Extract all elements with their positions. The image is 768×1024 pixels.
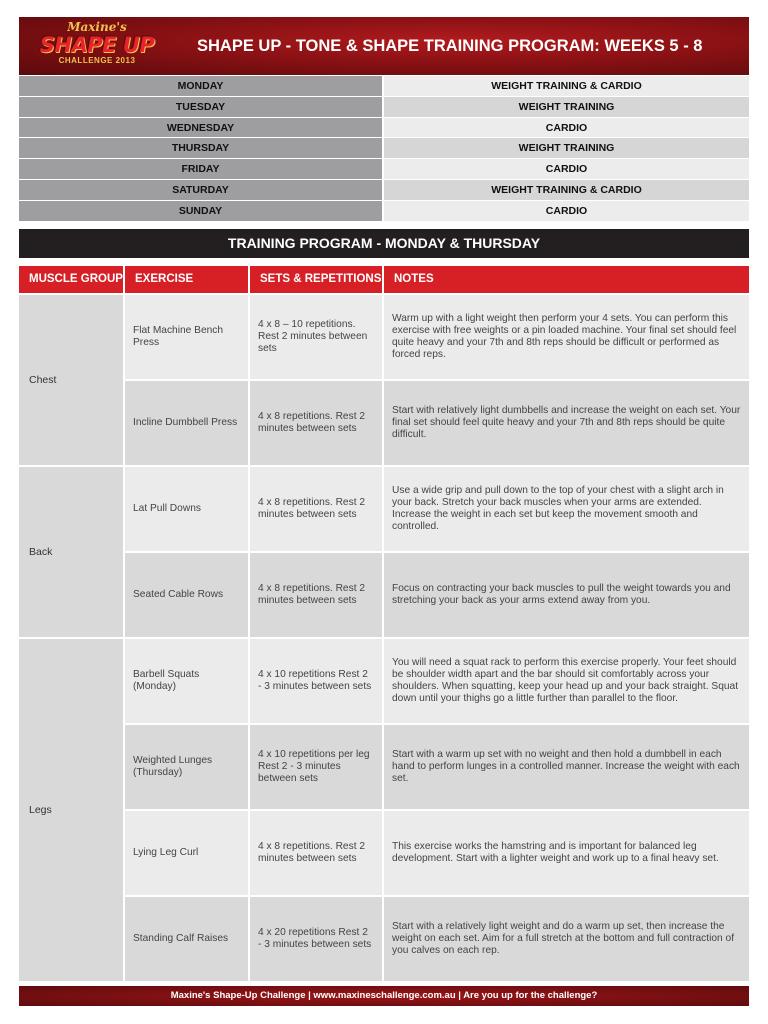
schedule-day: SATURDAY: [19, 180, 382, 201]
notes-cell: Warm up with a light weight then perform your 4 sets. You can perform this exercise with free weights or a pin loaded machine. Your final set should feel quite heavy and your 7th and 8th reps should be difficult or performed as forced reps.: [384, 295, 749, 379]
header-muscle-group: MUSCLE GROUP: [19, 266, 125, 293]
schedule-row: [19, 159, 749, 180]
schedule-row: [19, 76, 749, 97]
table-row: [125, 895, 749, 981]
table-row: [125, 465, 749, 551]
table-row: [125, 637, 749, 723]
exercise-cell: Incline Dumbbell Press: [125, 381, 250, 465]
table-row: [125, 293, 749, 379]
sets-cell: 4 x 10 repetitions Rest 2 - 3 minutes between sets: [250, 639, 384, 723]
table-row: [125, 723, 749, 809]
sets-cell: 4 x 8 – 10 repetitions. Rest 2 minutes between sets: [250, 295, 384, 379]
sets-cell: 4 x 20 repetitions Rest 2 - 3 minutes between sets: [250, 897, 384, 981]
weekly-schedule: [19, 76, 749, 222]
schedule-row: [19, 201, 749, 222]
exercise-cell: Standing Calf Raises: [125, 897, 250, 981]
page-title: SHAPE UP - TONE & SHAPE TRAINING PROGRAM: WEEKS 5 - 8: [197, 37, 703, 55]
notes-cell: Start with relatively light dumbbells and increase the weight on each set. Your final set should feel quite heavy and your 7th and 8th reps should be quite difficult.: [384, 381, 749, 465]
schedule-day: SUNDAY: [19, 201, 382, 222]
brand-logo: [27, 21, 167, 71]
exercise-cell: Weighted Lunges (Thursday): [125, 725, 250, 809]
header-exercise: EXERCISE: [125, 266, 250, 293]
page-header: [19, 17, 749, 75]
logo-main-text: SHAPE UP: [39, 33, 155, 57]
schedule-row: [19, 118, 749, 139]
notes-cell: Use a wide grip and pull down to the top of your chest with a slight arch in your back. Stretch your back muscles when your arms are extended. Increase the weight in each set but keep the movement smooth and controlled.: [384, 467, 749, 551]
table-row: [125, 551, 749, 637]
page-footer: Maxine's Shape-Up Challenge | www.maxineschallenge.com.au | Are you up for the challenge?: [19, 986, 749, 1006]
header-notes: NOTES: [394, 273, 434, 285]
schedule-activity: WEIGHT TRAINING: [384, 97, 749, 118]
schedule-activity: WEIGHT TRAINING: [384, 138, 749, 159]
table-row: [125, 809, 749, 895]
muscle-group-label: Legs: [19, 637, 125, 981]
training-table: [19, 266, 749, 981]
sets-cell: 4 x 8 repetitions. Rest 2 minutes between sets: [250, 811, 384, 895]
exercise-cell: Lat Pull Downs: [125, 467, 250, 551]
logo-top-text: Maxine's: [67, 20, 127, 34]
notes-cell: You will need a squat rack to perform this exercise properly. Your feet should be shoulder width apart and the bar should sit comfortably across your shoulders. When squatting, keep your head up and your back straight. Squat down until your thighs go a little further than parallel to the floor.: [384, 639, 749, 723]
schedule-day: FRIDAY: [19, 159, 382, 180]
schedule-activity: WEIGHT TRAINING & CARDIO: [384, 180, 749, 201]
exercise-cell: Seated Cable Rows: [125, 553, 250, 637]
schedule-day: MONDAY: [19, 76, 382, 97]
schedule-activity: CARDIO: [384, 201, 749, 222]
sets-cell: 4 x 8 repetitions. Rest 2 minutes between sets: [250, 553, 384, 637]
schedule-day: THURSDAY: [19, 138, 382, 159]
notes-cell: Start with a relatively light weight and do a warm up set, then increase the weight on each set. Aim for a full stretch at the bottom and full contraction of you calves on each rep.: [384, 897, 749, 981]
muscle-group-label: Chest: [19, 293, 125, 465]
section-title: TRAINING PROGRAM - MONDAY & THURSDAY: [19, 229, 749, 258]
schedule-activity: CARDIO: [384, 159, 749, 180]
schedule-row: [19, 180, 749, 201]
table-header: [19, 266, 749, 293]
sets-cell: 4 x 10 repetitions per leg Rest 2 - 3 minutes between sets: [250, 725, 384, 809]
header-sets: SETS & REPETITIONS: [250, 266, 384, 293]
schedule-row: [19, 97, 749, 118]
muscle-group-block: [19, 637, 749, 981]
schedule-activity: WEIGHT TRAINING & CARDIO: [384, 76, 749, 97]
exercise-cell: Lying Leg Curl: [125, 811, 250, 895]
table-row: [125, 379, 749, 465]
schedule-day: WEDNESDAY: [19, 118, 382, 139]
logo-sub-text: CHALLENGE 2013: [58, 56, 136, 65]
table-body: [19, 293, 749, 981]
muscle-group-block: [19, 293, 749, 465]
sets-cell: 4 x 8 repetitions. Rest 2 minutes between sets: [250, 381, 384, 465]
notes-cell: Focus on contracting your back muscles to pull the weight towards you and stretching your back as your arms extend away from you.: [384, 553, 749, 637]
muscle-group-label: Back: [19, 465, 125, 637]
exercise-cell: Barbell Squats (Monday): [125, 639, 250, 723]
schedule-activity: CARDIO: [384, 118, 749, 139]
muscle-group-block: [19, 465, 749, 637]
notes-cell: Start with a warm up set with no weight and then hold a dumbbell in each hand to perform lunges in a controlled manner. Increase the weight with each set.: [384, 725, 749, 809]
notes-cell: This exercise works the hamstring and is important for balanced leg development. Start with a lighter weight and work up to a final heavy set.: [384, 811, 749, 895]
sets-cell: 4 x 8 repetitions. Rest 2 minutes between sets: [250, 467, 384, 551]
schedule-row: [19, 138, 749, 159]
schedule-day: TUESDAY: [19, 97, 382, 118]
exercise-cell: Flat Machine Bench Press: [125, 295, 250, 379]
